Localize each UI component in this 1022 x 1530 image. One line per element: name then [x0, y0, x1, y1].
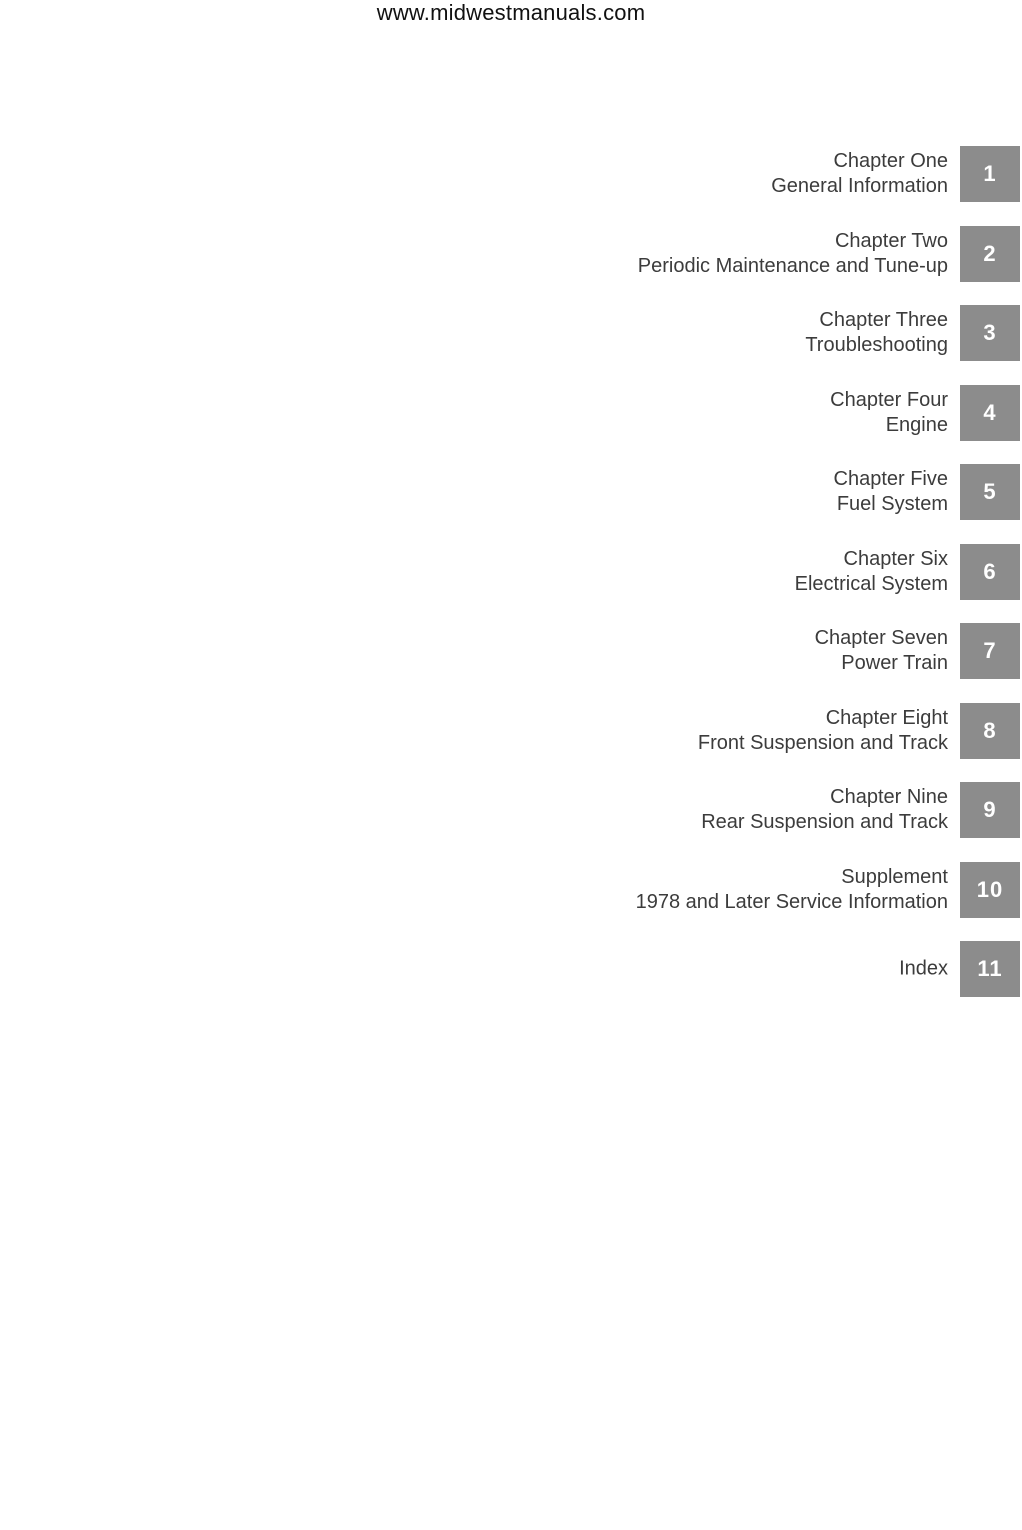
chapter-tab-9[interactable]: 9 [960, 782, 1020, 838]
chapter-label: Supplement [841, 865, 948, 888]
toc-entry-5[interactable] [502, 464, 1022, 520]
chapter-label: Chapter One [833, 150, 948, 172]
chapter-tab-5[interactable]: 5 [960, 464, 1020, 520]
chapter-title: Troubleshooting [805, 334, 948, 356]
toc-entry-text [701, 785, 948, 835]
chapter-index [502, 146, 1022, 1021]
chapter-title: Periodic Maintenance and Tune-up [637, 254, 948, 277]
toc-entry-text [771, 149, 948, 199]
toc-entry-10[interactable] [502, 862, 1022, 918]
toc-entry-text [830, 388, 948, 438]
chapter-title: Electrical System [794, 572, 948, 595]
chapter-tab-6[interactable]: 6 [960, 544, 1020, 600]
chapter-label: Chapter Six [843, 547, 948, 570]
chapter-label: Chapter Nine [830, 786, 948, 808]
chapter-title: General Information [771, 175, 948, 197]
site-url[interactable]: www.midwestmanuals.com [376, 0, 646, 25]
toc-entry-11[interactable] [502, 941, 1022, 997]
chapter-tab-4[interactable]: 4 [960, 385, 1020, 441]
toc-entry-text [795, 547, 948, 597]
chapter-label: Chapter Two [834, 229, 948, 252]
toc-entry-text [638, 229, 948, 279]
toc-entry-6[interactable] [502, 544, 1022, 600]
chapter-tab-10[interactable]: 10 [960, 862, 1020, 918]
chapter-title: Engine [885, 413, 948, 436]
chapter-tab-1[interactable]: 1 [960, 146, 1020, 202]
chapter-title: Rear Suspension and Track [701, 811, 948, 833]
toc-entry-text [805, 308, 948, 358]
toc-entry-8[interactable] [502, 703, 1022, 759]
toc-entry-1[interactable] [502, 146, 1022, 202]
chapter-title: Power Train [841, 652, 948, 674]
chapter-title: 1978 and Later Service Information [635, 890, 948, 913]
toc-entry-text [698, 706, 948, 756]
chapter-title: Front Suspension and Track [697, 731, 948, 754]
chapter-tab-7[interactable]: 7 [960, 623, 1020, 679]
toc-entry-text [636, 865, 948, 915]
chapter-label: Chapter Five [833, 468, 948, 490]
chapter-tab-3[interactable]: 3 [960, 305, 1020, 361]
chapter-tab-2[interactable]: 2 [960, 226, 1020, 282]
toc-entry-7[interactable] [502, 623, 1022, 679]
chapter-title: Fuel System [836, 493, 948, 515]
chapter-label: Chapter Eight [825, 706, 948, 729]
chapter-label: Chapter Four [830, 388, 948, 411]
chapter-tab-11[interactable]: 11 [960, 941, 1020, 997]
toc-entry-text [899, 957, 948, 982]
chapter-tab-8[interactable]: 8 [960, 703, 1020, 759]
toc-entry-9[interactable] [502, 782, 1022, 838]
toc-entry-3[interactable] [502, 305, 1022, 361]
toc-entry-2[interactable] [502, 226, 1022, 282]
chapter-label: Chapter Three [819, 309, 948, 331]
toc-entry-4[interactable] [502, 385, 1022, 441]
chapter-label: Index [899, 957, 948, 980]
toc-entry-text [815, 626, 948, 676]
chapter-label: Chapter Seven [814, 627, 948, 649]
toc-entry-text [834, 467, 949, 517]
